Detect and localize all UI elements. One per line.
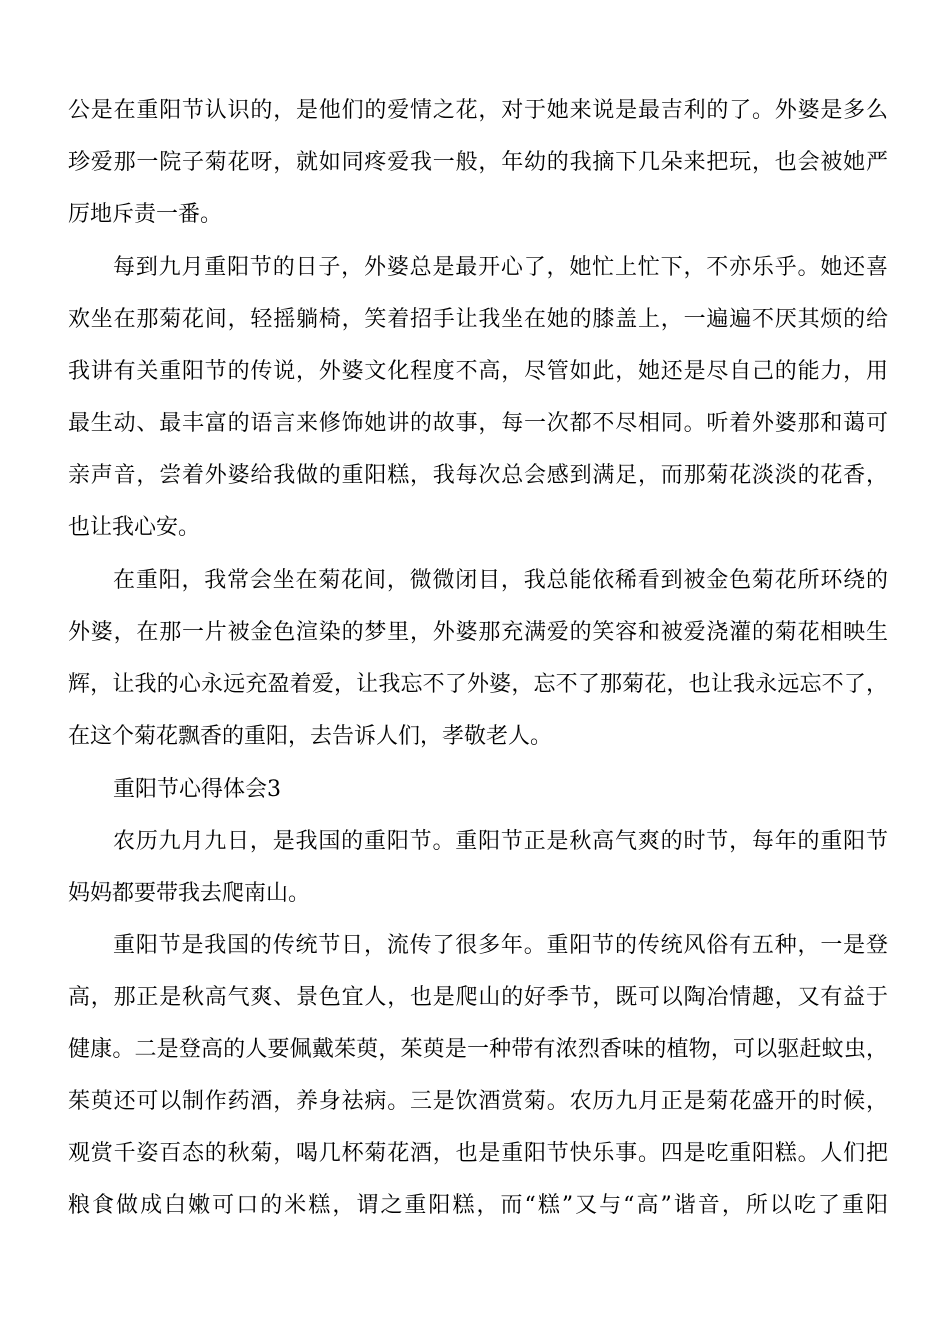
paragraph-first-line: 每到九月重阳节的日子，外婆总是最开心了，她忙上忙下，不亦乐乎。她还喜 bbox=[113, 255, 888, 280]
text-line: 粮食做成白嫩可口的米糕，谓之重阳糕，而“糕”又与“高”谐音，所以吃了重阳 bbox=[68, 1193, 888, 1218]
text-line: 欢坐在那菊花间，轻摇躺椅，笑着招手让我坐在她的膝盖上，一遍遍不厌其烦的给 bbox=[68, 307, 888, 332]
text-line: 在这个菊花飘香的重阳，去告诉人们，孝敬老人。 bbox=[68, 724, 553, 749]
text-line: 妈妈都要带我去爬南山。 bbox=[68, 881, 311, 906]
section-heading: 重阳节心得体会3 bbox=[113, 777, 281, 802]
paragraph-first-line: 重阳节是我国的传统节日，流传了很多年。重阳节的传统风俗有五种，一是登 bbox=[113, 933, 888, 958]
text-line: 观赏千姿百态的秋菊，喝几杯菊花酒，也是重阳节快乐事。四是吃重阳糕。人们把 bbox=[68, 1141, 888, 1166]
text-line: 公是在重阳节认识的，是他们的爱情之花，对于她来说是最吉利的了。外婆是多么 bbox=[68, 98, 888, 123]
text-line: 也让我心安。 bbox=[68, 515, 201, 540]
text-line: 高，那正是秋高气爽、景色宜人，也是爬山的好季节，既可以陶冶情趣，又有益于 bbox=[68, 985, 888, 1010]
text-line: 辉，让我的心永远充盈着爱，让我忘不了外婆，忘不了那菊花，也让我永远忘不了， bbox=[68, 672, 888, 697]
text-line: 健康。二是登高的人要佩戴茱萸，茱萸是一种带有浓烈香味的植物，可以驱赶蚊虫， bbox=[68, 1037, 888, 1062]
paragraph-first-line: 在重阳，我常会坐在菊花间，微微闭目，我总能依稀看到被金色菊花所环绕的 bbox=[113, 568, 888, 593]
text-line: 外婆，在那一片被金色渲染的梦里，外婆那充满爱的笑容和被爱浇灌的菊花相映生 bbox=[68, 620, 888, 645]
text-line: 我讲有关重阳节的传说，外婆文化程度不高，尽管如此，她还是尽自己的能力，用 bbox=[68, 359, 888, 384]
text-line: 亲声音，尝着外婆给我做的重阳糕，我每次总会感到满足，而那菊花淡淡的花香， bbox=[68, 463, 888, 488]
text-line: 茱萸还可以制作药酒，养身祛病。三是饮酒赏菊。农历九月正是菊花盛开的时候， bbox=[68, 1089, 888, 1114]
paragraph-first-line: 农历九月九日，是我国的重阳节。重阳节正是秋高气爽的时节，每年的重阳节 bbox=[113, 829, 888, 854]
text-line: 最生动、最丰富的语言来修饰她讲的故事，每一次都不尽相同。听着外婆那和蔼可 bbox=[68, 411, 888, 436]
text-line: 厉地斥责一番。 bbox=[68, 202, 223, 227]
text-line: 珍爱那一院子菊花呀，就如同疼爱我一般，年幼的我摘下几朵来把玩，也会被她严 bbox=[68, 150, 888, 175]
